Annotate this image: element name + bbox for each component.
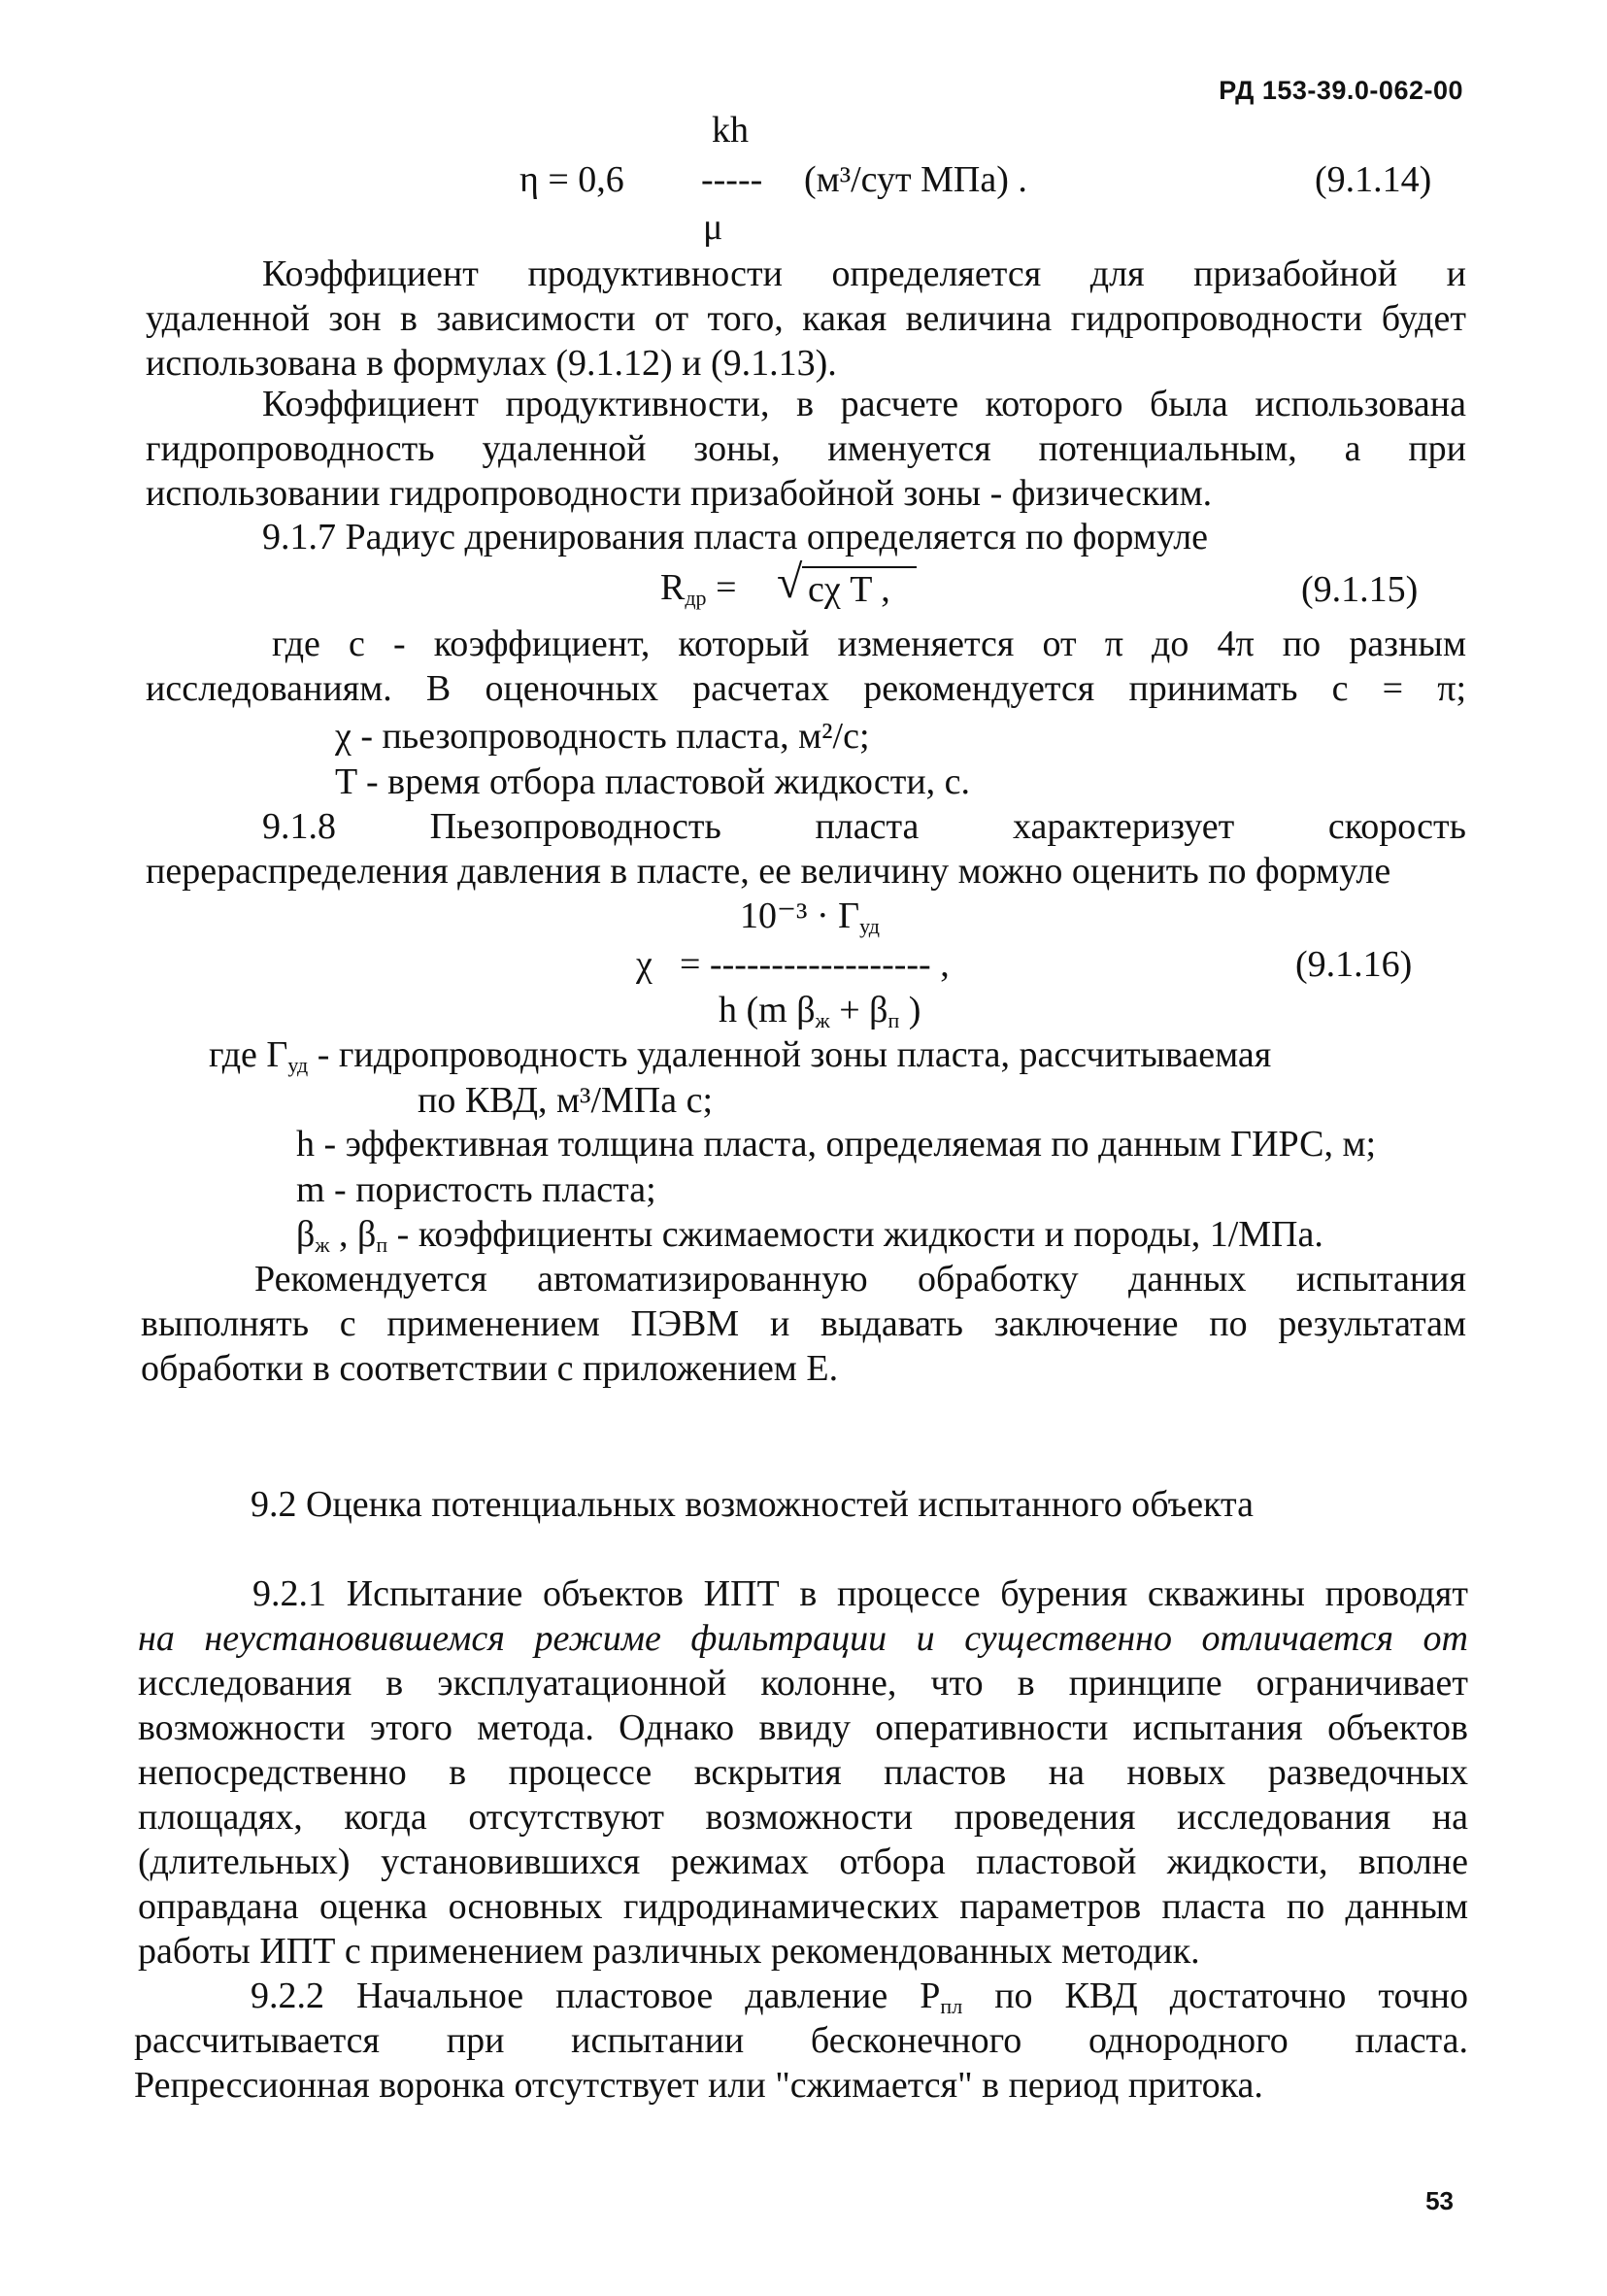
formula-radicand: cχ T , [808,569,890,610]
formula-denominator: h (m $\beta_ж + \beta_п$ ) [719,990,921,1032]
text-line: Репрессионная воронка отсутствует или "сжимается" в период притока. [134,2065,1263,2106]
text-line: (длительных) установившихся режимах отбора пластовой жидкости, вполне [138,1841,1468,1882]
text-line: работы ИПТ с применением различных рекомендованных методик. [138,1931,1200,1972]
formula-denominator: μ [703,207,723,248]
formula-lhs: η = 0,6 [519,159,624,200]
text-line: на неустановившемся режиме фильтрации и существенно отличается от [138,1618,1468,1659]
text-line: использована в формулах (9.1.12) и (9.1.13). [146,343,837,384]
text-line: обработки в соответствии с приложением Е. [141,1348,839,1389]
formula-lhs: χ [636,944,653,985]
sqrt-icon: √ [777,557,803,608]
section-title-9-2: 9.2 Оценка потенциальных возможностей испытанного объекта [251,1484,1254,1525]
paragraph-potential [146,382,1466,516]
formula-fraction-bar: = ------------------ , [680,944,950,985]
text-line: удаленной зон в зависимости от того, какая величина гидропроводности будет [146,298,1466,339]
text-line: 9.2.2 Начальное пластовое давление $P_{пл}$ по КВД достаточно точно [251,1975,1468,2018]
text-line: рассчитывается при испытании бесконечного однородного пласта. [134,2020,1468,2061]
definition-gud: где $Г_{уд}$ - гидропроводность удаленной зоны пласта, рассчитываемая [209,1034,1272,1077]
text-line: 9.2.1 Испытание объектов ИПТ в процессе бурения скважины проводят [252,1573,1468,1614]
formula-number: (9.1.14) [1315,159,1432,200]
definition-beta: $\beta_ж$ , $\beta_п$ - коэффициенты сжимаемости жидкости и породы, 1/МПа. [296,1214,1323,1257]
text-line: использовании гидропроводности призабойной зоны - физическим. [146,473,1213,514]
formula-lhs: $R_{др}$ = [660,567,737,610]
paragraph-productivity [146,252,1466,386]
paragraph-recommendation [141,1257,1466,1391]
text-line: перераспределения давления в пласте, ее величину можно оценить по формуле [146,851,1391,892]
formula-number: (9.1.16) [1295,944,1413,985]
text-line: выполнять с применением ПЭВМ и выдавать заключение по результатам [141,1303,1466,1344]
where-block-1 [146,622,1466,711]
text-line: исследования в эксплуатационной колонне, что в принципе ограничивает [138,1663,1468,1704]
definition-gud-units: по КВД, м³/МПа с; [418,1080,714,1121]
formula-numerator: $10^{-3} \cdot Г_{уд}$ [740,895,880,938]
text-line: Коэффициент продуктивности, в расчете которого была использована [262,384,1466,424]
text-line: исследованиям. В оценочных расчетах рекомендуется принимать c = π; [146,668,1466,709]
formula-number: (9.1.15) [1301,569,1419,610]
text-line: Рекомендуется автоматизированную обработку данных испытания [254,1259,1466,1300]
formula-fraction-bar: ----- [701,159,763,200]
paragraph-9-1-8 [146,804,1466,894]
text-line: Коэффициент продуктивности определяется для призабойной и [262,253,1466,294]
definition-m: m - пористость пласта; [296,1169,656,1210]
paragraph-9-2-2 [134,1974,1468,2108]
document-code: РД 153-39.0-062-00 [1219,76,1463,105]
text-line: площадях, когда отсутствуют возможности проведения исследования на [138,1797,1468,1838]
text-line: непосредственно в процессе вскрытия пластов на новых разведочных [138,1752,1468,1793]
definition-h: h - эффективная толщина пласта, определяемая по данным ГИРС, м; [296,1124,1377,1165]
text-line: где c - коэффициент, который изменяется от π до 4π по разным [272,624,1466,664]
definition-T: T - время отбора пластовой жидкости, с. [335,761,971,802]
text-line: возможности этого метода. Однако ввиду оперативности испытания объектов [138,1707,1468,1748]
text-line: гидропроводность удаленной зоны, именуется потенциальным, а при [146,428,1466,469]
definition-chi: χ - пьезопроводность пласта, м²/с; [335,716,870,757]
formula-numerator: kh [712,110,749,151]
text-line: 9.1.8 Пьезопроводность пласта характеризует скорость [262,806,1466,847]
formula-units: (м³/сут МПа) . [804,159,1027,200]
page-number: 53 [1425,2186,1454,2215]
text-line: оправдана оценка основных гидродинамических параметров пласта по данным [138,1886,1468,1927]
paragraph-9-2-1 [138,1571,1468,1974]
paragraph-9-1-7: 9.1.7 Радиус дренирования пласта определяется по формуле [262,517,1209,557]
